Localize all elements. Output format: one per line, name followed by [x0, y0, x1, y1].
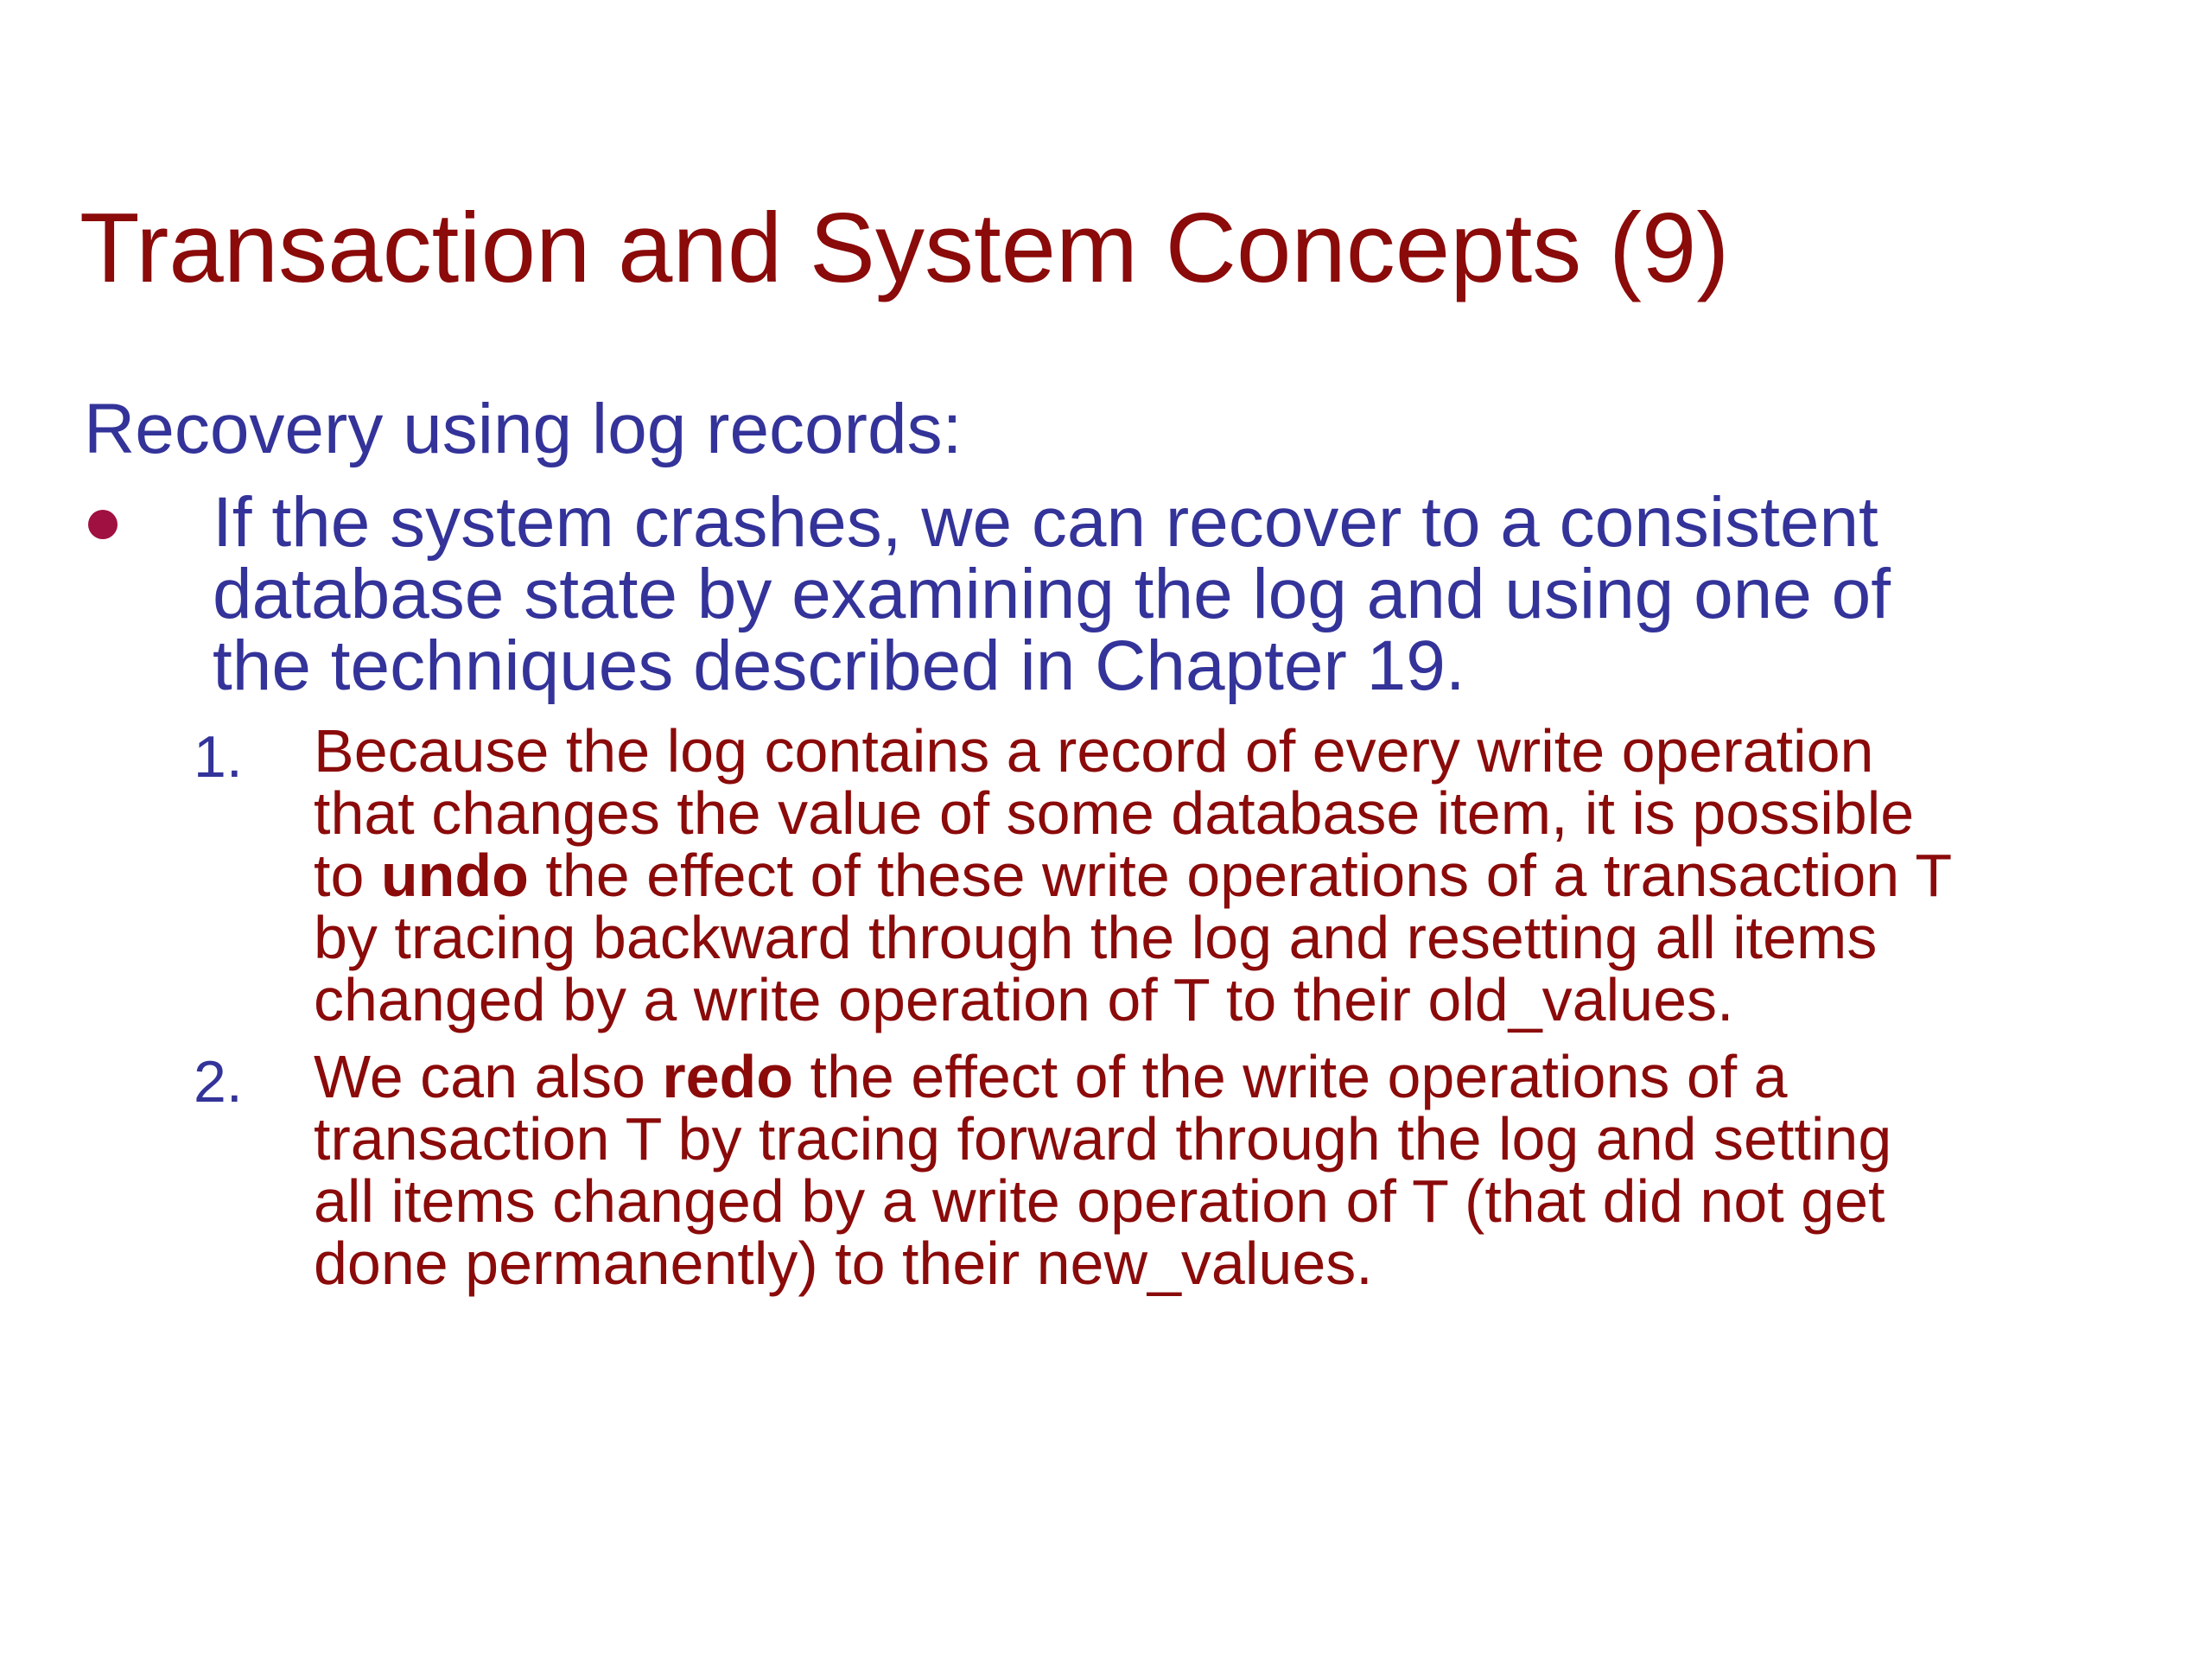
item-line: [314, 842, 2128, 909]
item-text-segment: to: [314, 842, 381, 909]
item-line: done permanently) to their new_values.: [314, 1230, 1373, 1297]
redo-emphasis: redo: [662, 1043, 794, 1110]
bullet-line: the techniques described in Chapter 19.: [213, 626, 1465, 705]
item-text-segment: the effect of the write operations of a: [793, 1043, 1788, 1110]
undo-emphasis: undo: [380, 842, 529, 909]
list-item: [314, 717, 2128, 1033]
item-line: Because the log contains a record of every write operation: [314, 717, 1874, 785]
list-item: [314, 1043, 2128, 1297]
bullet-line: If the system crashes, we can recover to a consistent: [213, 483, 1878, 562]
slide-title: Transaction and System Concepts (9): [79, 194, 1730, 303]
bullet-line: database state by examining the log and using one of: [213, 555, 1891, 633]
slide-subtitle: Recovery using log records:: [84, 390, 963, 468]
item-line: transaction T by tracing forward through the log and setting: [314, 1105, 1892, 1173]
item-line: changed by a write operation of T to their old_values.: [314, 966, 1734, 1033]
item-line: by tracing backward through the log and resetting all items: [314, 904, 1878, 971]
item-text-segment: the effect of these write operations of a transaction T: [528, 842, 1953, 909]
item-number: 1.: [194, 724, 243, 790]
item-number: 2.: [194, 1049, 243, 1115]
bullet-text: [213, 483, 2053, 705]
item-line: [314, 1043, 2128, 1110]
item-line: all items changed by a write operation of T (that did not get: [314, 1167, 1885, 1235]
item-line: that changes the value of some database item, it is possible: [314, 779, 1915, 847]
bullet-dot-icon: [88, 510, 118, 539]
item-text-segment: We can also: [314, 1043, 663, 1110]
